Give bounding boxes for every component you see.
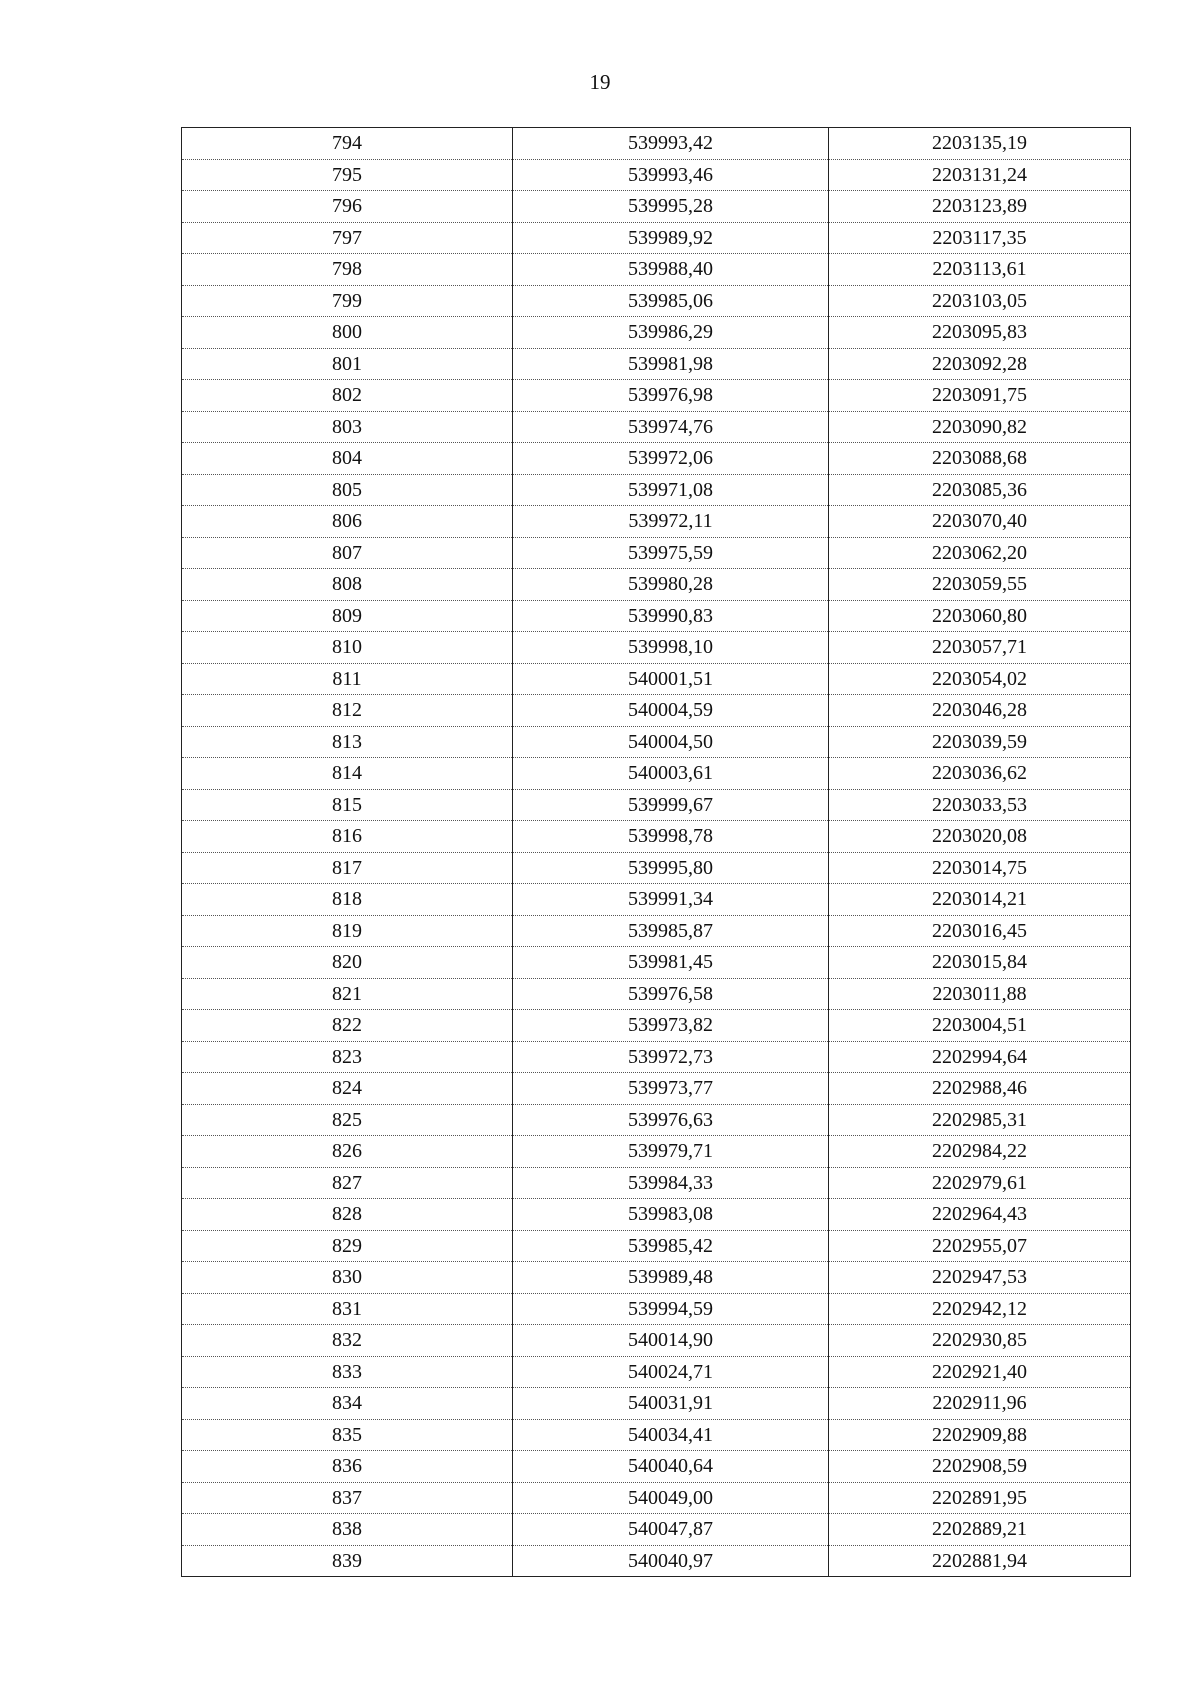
table-row: [182, 317, 1131, 349]
y-coordinate-cell: 2203092,28: [829, 348, 1131, 380]
y-coordinate-cell: 2203091,75: [829, 380, 1131, 412]
coordinates-table: [181, 127, 1131, 1577]
point-number-cell: 820: [182, 947, 513, 979]
table-row: [182, 443, 1131, 475]
y-coordinate-cell: 2202942,12: [829, 1293, 1131, 1325]
point-number-cell: 803: [182, 411, 513, 443]
point-number-cell: 802: [182, 380, 513, 412]
point-number-cell: 814: [182, 758, 513, 790]
x-coordinate-cell: 540024,71: [513, 1356, 829, 1388]
y-coordinate-cell: 2203062,20: [829, 537, 1131, 569]
table-row: [182, 474, 1131, 506]
y-coordinate-cell: 2203039,59: [829, 726, 1131, 758]
table-row: [182, 1136, 1131, 1168]
y-coordinate-cell: 2203057,71: [829, 632, 1131, 664]
y-coordinate-cell: 2203004,51: [829, 1010, 1131, 1042]
point-number-cell: 815: [182, 789, 513, 821]
point-number-cell: 831: [182, 1293, 513, 1325]
y-coordinate-cell: 2203095,83: [829, 317, 1131, 349]
x-coordinate-cell: 539981,45: [513, 947, 829, 979]
y-coordinate-cell: 2203059,55: [829, 569, 1131, 601]
x-coordinate-cell: 539981,98: [513, 348, 829, 380]
table-row: [182, 1199, 1131, 1231]
x-coordinate-cell: 539989,92: [513, 222, 829, 254]
x-coordinate-cell: 540049,00: [513, 1482, 829, 1514]
x-coordinate-cell: 539999,67: [513, 789, 829, 821]
point-number-cell: 837: [182, 1482, 513, 1514]
point-number-cell: 827: [182, 1167, 513, 1199]
point-number-cell: 806: [182, 506, 513, 538]
y-coordinate-cell: 2203046,28: [829, 695, 1131, 727]
y-coordinate-cell: 2202947,53: [829, 1262, 1131, 1294]
table-row: [182, 128, 1131, 160]
y-coordinate-cell: 2202908,59: [829, 1451, 1131, 1483]
table-row: [182, 758, 1131, 790]
point-number-cell: 817: [182, 852, 513, 884]
table-row: [182, 695, 1131, 727]
table-row: [182, 1073, 1131, 1105]
table-row: [182, 348, 1131, 380]
y-coordinate-cell: 2203020,08: [829, 821, 1131, 853]
table-row: [182, 1262, 1131, 1294]
point-number-cell: 799: [182, 285, 513, 317]
point-number-cell: 829: [182, 1230, 513, 1262]
x-coordinate-cell: 539979,71: [513, 1136, 829, 1168]
table-row: [182, 1482, 1131, 1514]
y-coordinate-cell: 2202979,61: [829, 1167, 1131, 1199]
table-row: [182, 537, 1131, 569]
x-coordinate-cell: 539990,83: [513, 600, 829, 632]
x-coordinate-cell: 539998,78: [513, 821, 829, 853]
table-row: [182, 159, 1131, 191]
x-coordinate-cell: 539972,73: [513, 1041, 829, 1073]
table-row: [182, 1325, 1131, 1357]
point-number-cell: 838: [182, 1514, 513, 1546]
y-coordinate-cell: 2203016,45: [829, 915, 1131, 947]
y-coordinate-cell: 2203015,84: [829, 947, 1131, 979]
point-number-cell: 800: [182, 317, 513, 349]
x-coordinate-cell: 540047,87: [513, 1514, 829, 1546]
point-number-cell: 796: [182, 191, 513, 223]
table-row: [182, 1388, 1131, 1420]
table-row: [182, 1545, 1131, 1577]
point-number-cell: 834: [182, 1388, 513, 1420]
y-coordinate-cell: 2202994,64: [829, 1041, 1131, 1073]
y-coordinate-cell: 2202964,43: [829, 1199, 1131, 1231]
x-coordinate-cell: 539971,08: [513, 474, 829, 506]
y-coordinate-cell: 2203060,80: [829, 600, 1131, 632]
y-coordinate-cell: 2202909,88: [829, 1419, 1131, 1451]
y-coordinate-cell: 2202955,07: [829, 1230, 1131, 1262]
point-number-cell: 797: [182, 222, 513, 254]
point-number-cell: 813: [182, 726, 513, 758]
point-number-cell: 805: [182, 474, 513, 506]
point-number-cell: 836: [182, 1451, 513, 1483]
table-row: [182, 632, 1131, 664]
y-coordinate-cell: 2203011,88: [829, 978, 1131, 1010]
x-coordinate-cell: 539976,63: [513, 1104, 829, 1136]
x-coordinate-cell: 539995,28: [513, 191, 829, 223]
x-coordinate-cell: 539972,06: [513, 443, 829, 475]
x-coordinate-cell: 539980,28: [513, 569, 829, 601]
x-coordinate-cell: 539989,48: [513, 1262, 829, 1294]
y-coordinate-cell: 2203090,82: [829, 411, 1131, 443]
y-coordinate-cell: 2203123,89: [829, 191, 1131, 223]
x-coordinate-cell: 539975,59: [513, 537, 829, 569]
table-row: [182, 978, 1131, 1010]
y-coordinate-cell: 2203085,36: [829, 474, 1131, 506]
x-coordinate-cell: 539993,46: [513, 159, 829, 191]
point-number-cell: 812: [182, 695, 513, 727]
table-row: [182, 789, 1131, 821]
point-number-cell: 795: [182, 159, 513, 191]
y-coordinate-cell: 2203103,05: [829, 285, 1131, 317]
x-coordinate-cell: 539985,06: [513, 285, 829, 317]
y-coordinate-cell: 2202985,31: [829, 1104, 1131, 1136]
table-row: [182, 852, 1131, 884]
y-coordinate-cell: 2203014,21: [829, 884, 1131, 916]
y-coordinate-cell: 2202930,85: [829, 1325, 1131, 1357]
y-coordinate-cell: 2203131,24: [829, 159, 1131, 191]
x-coordinate-cell: 540034,41: [513, 1419, 829, 1451]
table-row: [182, 726, 1131, 758]
point-number-cell: 801: [182, 348, 513, 380]
x-coordinate-cell: 540004,50: [513, 726, 829, 758]
table-row: [182, 821, 1131, 853]
x-coordinate-cell: 539985,87: [513, 915, 829, 947]
point-number-cell: 830: [182, 1262, 513, 1294]
table-row: [182, 600, 1131, 632]
table-row: [182, 1419, 1131, 1451]
page-number: 19: [589, 70, 611, 94]
table-row: [182, 1514, 1131, 1546]
table-row: [182, 1451, 1131, 1483]
point-number-cell: 823: [182, 1041, 513, 1073]
x-coordinate-cell: 540040,64: [513, 1451, 829, 1483]
x-coordinate-cell: 539995,80: [513, 852, 829, 884]
table-row: [182, 663, 1131, 695]
x-coordinate-cell: 539983,08: [513, 1199, 829, 1231]
point-number-cell: 826: [182, 1136, 513, 1168]
y-coordinate-cell: 2203014,75: [829, 852, 1131, 884]
y-coordinate-cell: 2203033,53: [829, 789, 1131, 821]
point-number-cell: 832: [182, 1325, 513, 1357]
table-row: [182, 947, 1131, 979]
table-row: [182, 884, 1131, 916]
y-coordinate-cell: 2203070,40: [829, 506, 1131, 538]
y-coordinate-cell: 2202891,95: [829, 1482, 1131, 1514]
point-number-cell: 822: [182, 1010, 513, 1042]
x-coordinate-cell: 539984,33: [513, 1167, 829, 1199]
table-row: [182, 1356, 1131, 1388]
table-row: [182, 285, 1131, 317]
point-number-cell: 816: [182, 821, 513, 853]
point-number-cell: 835: [182, 1419, 513, 1451]
x-coordinate-cell: 539993,42: [513, 128, 829, 160]
table-row: [182, 569, 1131, 601]
x-coordinate-cell: 540031,91: [513, 1388, 829, 1420]
x-coordinate-cell: 539972,11: [513, 506, 829, 538]
x-coordinate-cell: 539988,40: [513, 254, 829, 286]
point-number-cell: 828: [182, 1199, 513, 1231]
x-coordinate-cell: 539973,77: [513, 1073, 829, 1105]
table-row: [182, 222, 1131, 254]
point-number-cell: 833: [182, 1356, 513, 1388]
y-coordinate-cell: 2203117,35: [829, 222, 1131, 254]
x-coordinate-cell: 540040,97: [513, 1545, 829, 1577]
y-coordinate-cell: 2202889,21: [829, 1514, 1131, 1546]
x-coordinate-cell: 540004,59: [513, 695, 829, 727]
table-row: [182, 191, 1131, 223]
table-row: [182, 1104, 1131, 1136]
x-coordinate-cell: 539986,29: [513, 317, 829, 349]
table-row: [182, 380, 1131, 412]
x-coordinate-cell: 539985,42: [513, 1230, 829, 1262]
point-number-cell: 811: [182, 663, 513, 695]
y-coordinate-cell: 2203054,02: [829, 663, 1131, 695]
y-coordinate-cell: 2203135,19: [829, 128, 1131, 160]
point-number-cell: 810: [182, 632, 513, 664]
point-number-cell: 794: [182, 128, 513, 160]
table-row: [182, 506, 1131, 538]
y-coordinate-cell: 2202921,40: [829, 1356, 1131, 1388]
table-row: [182, 1293, 1131, 1325]
x-coordinate-cell: 539994,59: [513, 1293, 829, 1325]
table-row: [182, 411, 1131, 443]
point-number-cell: 808: [182, 569, 513, 601]
x-coordinate-cell: 539974,76: [513, 411, 829, 443]
point-number-cell: 821: [182, 978, 513, 1010]
y-coordinate-cell: 2203036,62: [829, 758, 1131, 790]
y-coordinate-cell: 2202988,46: [829, 1073, 1131, 1105]
x-coordinate-cell: 540001,51: [513, 663, 829, 695]
table-row: [182, 1041, 1131, 1073]
point-number-cell: 839: [182, 1545, 513, 1577]
table-row: [182, 1010, 1131, 1042]
x-coordinate-cell: 539976,98: [513, 380, 829, 412]
table-row: [182, 915, 1131, 947]
y-coordinate-cell: 2202911,96: [829, 1388, 1131, 1420]
point-number-cell: 824: [182, 1073, 513, 1105]
table-row: [182, 1167, 1131, 1199]
coordinates-table-body: [182, 128, 1131, 1577]
point-number-cell: 798: [182, 254, 513, 286]
point-number-cell: 809: [182, 600, 513, 632]
y-coordinate-cell: 2202881,94: [829, 1545, 1131, 1577]
point-number-cell: 818: [182, 884, 513, 916]
x-coordinate-cell: 539976,58: [513, 978, 829, 1010]
y-coordinate-cell: 2203088,68: [829, 443, 1131, 475]
table-row: [182, 1230, 1131, 1262]
y-coordinate-cell: 2202984,22: [829, 1136, 1131, 1168]
point-number-cell: 819: [182, 915, 513, 947]
x-coordinate-cell: 539973,82: [513, 1010, 829, 1042]
point-number-cell: 804: [182, 443, 513, 475]
point-number-cell: 825: [182, 1104, 513, 1136]
point-number-cell: 807: [182, 537, 513, 569]
x-coordinate-cell: 539998,10: [513, 632, 829, 664]
x-coordinate-cell: 539991,34: [513, 884, 829, 916]
table-row: [182, 254, 1131, 286]
x-coordinate-cell: 540003,61: [513, 758, 829, 790]
y-coordinate-cell: 2203113,61: [829, 254, 1131, 286]
x-coordinate-cell: 540014,90: [513, 1325, 829, 1357]
